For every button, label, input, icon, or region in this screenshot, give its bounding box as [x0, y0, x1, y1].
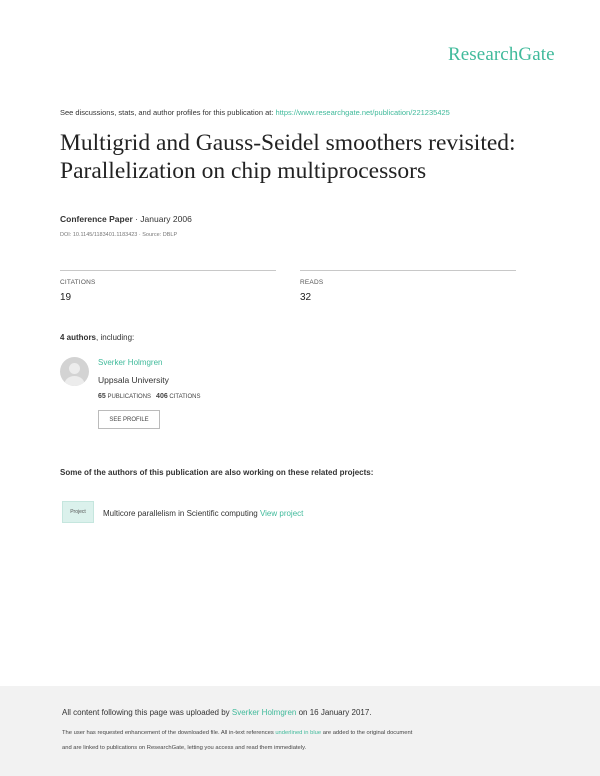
author-publications-label: PUBLICATIONS: [105, 394, 152, 400]
author-affiliation: Uppsala University: [98, 375, 169, 385]
citations-count: 19: [60, 292, 72, 303]
view-project-link[interactable]: View project: [259, 509, 304, 518]
doi-source-line: DOI: 10.1145/1183401.1183423 · Source: DBLP: [60, 232, 178, 238]
publication-date: · January 2006: [132, 214, 192, 224]
author-publications-count: 65: [98, 393, 106, 400]
publication-type-line: [60, 214, 192, 224]
avatar[interactable]: [60, 357, 89, 386]
reads-count: 32: [300, 292, 312, 303]
publication-title: [60, 129, 560, 185]
author-citations-count: 406: [156, 393, 168, 400]
enhancement-post: are added to the original document: [321, 730, 413, 736]
enhancement-notice-line-1: [62, 730, 412, 736]
publication-url-link[interactable]: https://www.researchgate.net/publication/221235425: [275, 108, 450, 117]
enhancement-pre: The user has requested enhancement of the downloaded file. All in-text references: [62, 730, 276, 736]
project-item: [103, 509, 303, 518]
citations-label: CITATIONS: [60, 279, 96, 286]
see-discussions-line: [60, 108, 450, 117]
user-silhouette-icon: [60, 357, 89, 386]
authors-including: , including:: [96, 333, 135, 342]
reads-label: READS: [300, 279, 324, 286]
author-stats: [98, 393, 201, 400]
reads-divider: [300, 270, 516, 271]
title-line-2: Parallelization on chip multiprocessors: [60, 158, 427, 184]
author-citations-label: CITATIONS: [167, 394, 201, 400]
related-projects-heading: Some of the authors of this publication are also working on these related projects:: [60, 468, 374, 477]
upload-notice-pre: All content following this page was uploaded by: [62, 708, 232, 717]
authors-heading: [60, 333, 134, 342]
see-discussions-text: See discussions, stats, and author profiles for this publication at:: [60, 108, 276, 117]
publication-type: Conference Paper: [60, 214, 133, 224]
title-line-1: Multigrid and Gauss-Seidel smoothers revisited:: [60, 130, 516, 156]
enhancement-notice-line-2: and are linked to publications on ResearchGate, letting you access and read them immediately.: [62, 745, 307, 751]
see-profile-button[interactable]: SEE PROFILE: [98, 410, 160, 429]
citations-divider: [60, 270, 276, 271]
uploader-link[interactable]: Sverker Holmgren: [231, 708, 297, 717]
researchgate-logo[interactable]: ResearchGate: [448, 44, 555, 65]
author-name-link[interactable]: Sverker Holmgren: [98, 358, 163, 367]
project-title: Multicore parallelism in Scientific computing: [103, 509, 260, 518]
underlined-in-blue-link[interactable]: underlined in blue: [275, 730, 322, 736]
upload-notice-post: on 16 January 2017.: [296, 708, 372, 717]
upload-notice: [62, 708, 372, 717]
authors-count: 4 authors: [60, 333, 97, 342]
project-thumbnail[interactable]: Project: [62, 501, 94, 523]
